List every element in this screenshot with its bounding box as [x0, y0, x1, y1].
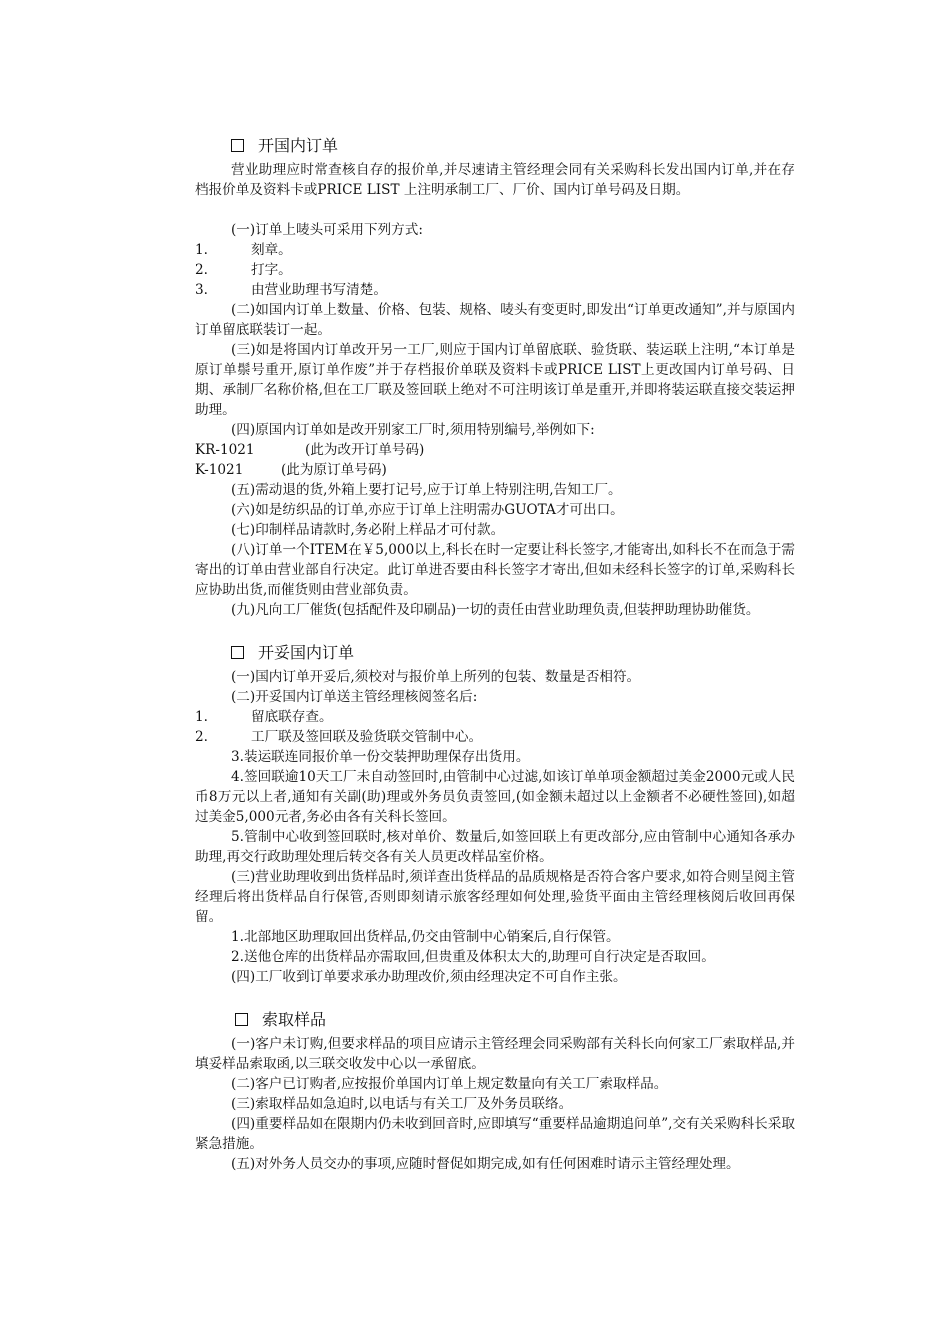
- paragraph: (九)凡向工厂催货(包括配件及印刷品)一切的责任由营业助理负责,但装押助理协助催货。: [231, 602, 760, 618]
- paragraph: (四)重要样品如在限期内仍未收到回音时,应即填写“重要样品逾期追问单”,交有关采购科长采取紧急措施。: [195, 1116, 795, 1152]
- paragraph: (四)工厂收到订单要求承办助理改价,须由经理决定不可自作主张。: [231, 969, 627, 985]
- list-item: 2. 工厂联及签回联及验货联交管制中心。: [195, 729, 483, 745]
- order-number-example: KR-1021 (此为改开订单号码): [195, 442, 425, 458]
- document-page: [195, 135, 795, 1174]
- paragraph: 4.签回联逾10天工厂未自动签回时,由管制中心过滤,如该订单单项金额超过美金2000元或人民币8万元以上者,通知有关副(助)理或外务员负责签回,(如金额未超过以上金额者不必硬性签回),如超过美金5,000元者,务必由各有关科长签回。: [195, 769, 795, 825]
- section-open-domestic-order: [195, 135, 795, 620]
- checkbox-square-icon: [235, 1013, 248, 1026]
- paragraph: (四)原国内订单如是改开别家工厂时,须用特别编号,举例如下:: [231, 422, 595, 438]
- paragraph: (八)订单一个ITEM在￥5,000以上,科长在时一定要让科长签字,才能寄出,如科长不在而急于需寄出的订单由营业部自行决定。此订单进否要由科长签字才寄出,但如未经科长签字的订单,采购科长应协助出货,而催货则由营业部负责。: [195, 542, 795, 598]
- paragraph: (七)印制样品请款时,务必附上样品才可付款。: [231, 522, 505, 538]
- list-item: 1. 刻章。: [195, 242, 292, 258]
- section-title: 索取样品: [235, 1009, 795, 1031]
- paragraph: (三)如是将国内订单改开另一工厂,则应于国内订单留底联、验货联、装运联上注明,“本订单是原订单鬃号重开,原订单作废”并于存档报价单联及资料卡或PRICE LIST上更改国内订单号码、日期、承制厂名称价格,但在工厂联及签回联上绝对不可注明该订单是重开,并即将装运联直接交装运押助理。: [195, 342, 795, 418]
- paragraph: (五)需动退的货,外箱上要打记号,应于订单上特别注明,告知工厂。: [231, 482, 622, 498]
- order-number-example: K-1021 (此为原订单号码): [195, 462, 387, 478]
- paragraph: (二)如国内订单上数量、价格、包装、规格、唛头有变更时,即发出“订单更改通知”,并与原国内订单留底联装订一起。: [195, 302, 795, 338]
- paragraph: (三)营业助理收到出货样品时,须详查出货样品的品质规格是否符合客户要求,如符合则呈阅主管经理后将出货样品自行保管,否则即刻请示旅客经理如何处理,验货平面由主管经理核阅后收回再保留。: [195, 869, 795, 925]
- section-request-samples: [195, 1009, 795, 1174]
- paragraph: (五)对外务人员交办的事项,应随时督促如期完成,如有任何困难时请示主管经理处理。: [231, 1156, 740, 1172]
- section-domestic-order-completed: [195, 642, 795, 987]
- paragraph: (三)索取样品如急迫时,以电话与有关工厂及外务员联络。: [231, 1096, 573, 1112]
- paragraph: (二)客户已订购者,应按报价单国内订单上规定数量向有关工厂索取样品。: [231, 1076, 668, 1092]
- paragraph: 1.北部地区助理取回出货样品,仍交由管制中心销案后,自行保管。: [231, 929, 620, 945]
- list-item: 3. 由营业助理书写清楚。: [195, 282, 387, 298]
- paragraph: (一)客户未订购,但要求样品的项目应请示主管经理会同采购部有关科长向何家工厂索取样品,并填妥样品索取函,以三联交收发中心以一承留底。: [195, 1036, 795, 1072]
- paragraph: 2.送他仓库的出货样品亦需取回,但贵重及体积太大的,助理可自行决定是否取回。: [231, 949, 715, 965]
- list-item: 2. 打字。: [195, 262, 292, 278]
- paragraph: 5.管制中心收到签回联时,核对单价、数量后,如签回联上有更改部分,应由管制中心通知各承办助理,再交行政助理处理后转交各有关人员更改样品室价格。: [195, 829, 795, 865]
- paragraph: 3.装运联连同报价单一份交装押助理保存出货用。: [231, 749, 530, 765]
- section-title: 开妥国内订单: [231, 642, 795, 664]
- list-item: 1. 留底联存查。: [195, 709, 333, 725]
- paragraph: (六)如是纺织品的订单,亦应于订单上注明需办GUOTA才可出口。: [231, 502, 624, 518]
- checkbox-square-icon: [231, 139, 244, 152]
- section-title: 开国内订单: [231, 135, 795, 157]
- checkbox-square-icon: [231, 646, 244, 659]
- paragraph: (一)订单上唛头可采用下列方式:: [231, 222, 423, 238]
- paragraph: (二)开妥国内订单送主管经理核阅签名后:: [231, 689, 478, 705]
- paragraph: (一)国内订单开妥后,须校对与报价单上所列的包装、数量是否相符。: [231, 669, 641, 685]
- paragraph: 营业助理应时常查核自存的报价单,并尽速请主管经理会同有关采购科长发出国内订单,并在存档报价单及资料卡或PRICE LIST 上注明承制工厂、厂价、国内订单号码及日期。: [195, 162, 795, 198]
